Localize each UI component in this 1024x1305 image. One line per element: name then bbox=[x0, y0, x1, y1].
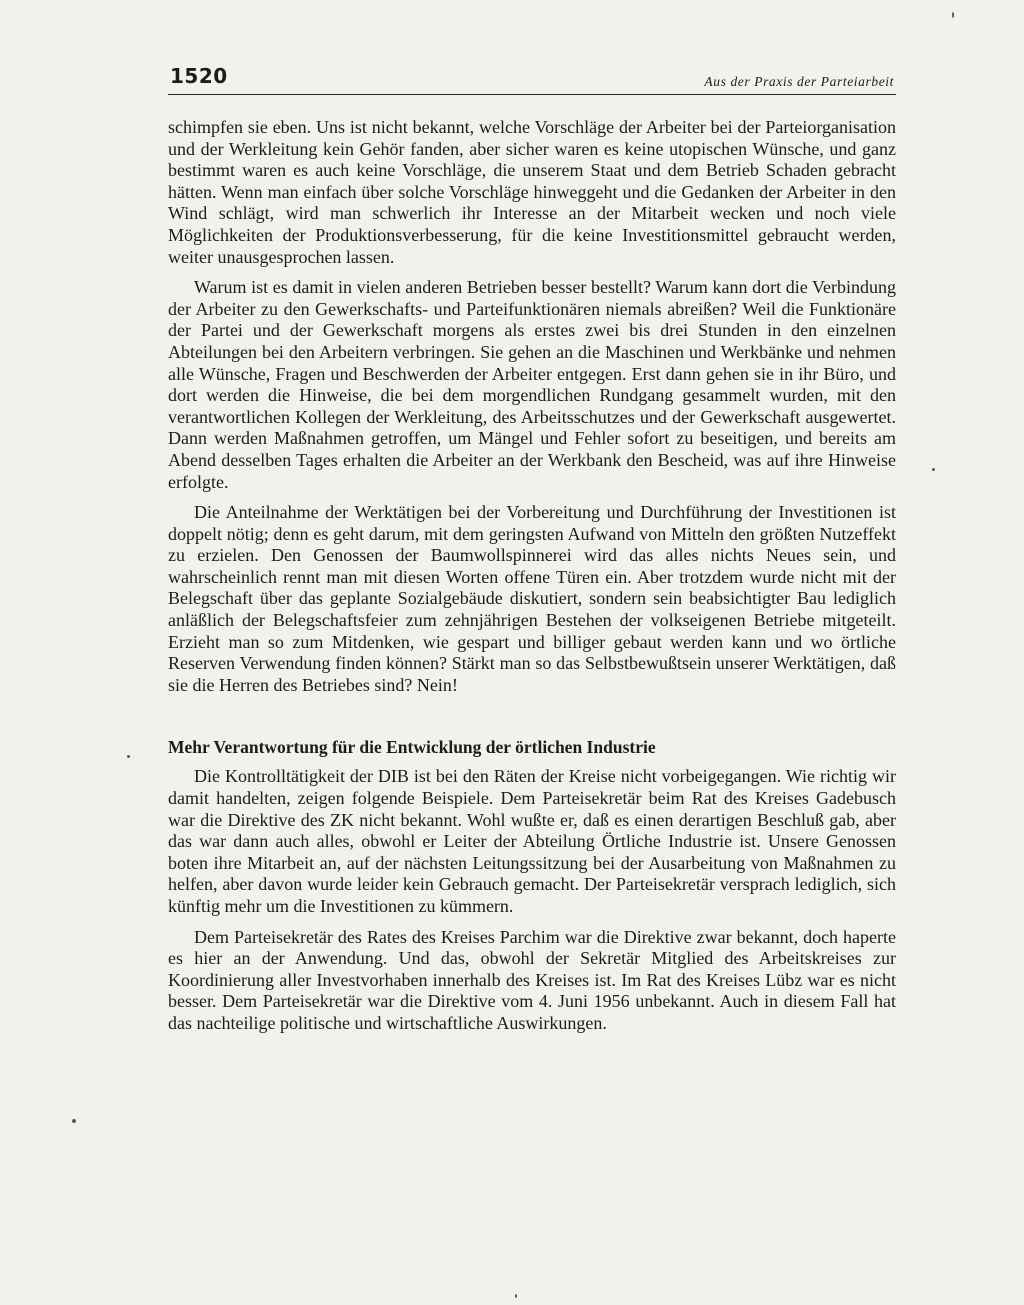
paragraph: Dem Parteisekretär des Rates des Kreises Parchim war die Direktive zwar bekannt, doch haperte es hier an der Anwendung. Und das, obwohl der Sekretär Mitglied des Arbeitskreises zur Koordinierung aller Investvorhaben innerhalb des Kreises ist. Im Rat des Kreises Lübz war es nicht besser. Dem Parteisekretär war die Direktive vom 4. Juni 1956 unbekannt. Auch in diesem Fall hat das nachteilige politische und wirtschaftliche Auswirkungen. bbox=[168, 926, 896, 1033]
running-title: Aus der Praxis der Parteiarbeit bbox=[704, 74, 894, 89]
page-number: 1520 bbox=[170, 64, 228, 88]
body-text bbox=[168, 117, 896, 1035]
paragraph: schimpfen sie eben. Uns ist nicht bekannt, welche Vorschläge der Arbeiter bei der Parteiorganisation und der Werkleitung kein Gehör fanden, aber sicher waren es keine utopischen Wünsche, und ganz bestimmt waren es auch keine Vorschläge, die unserem Staat und dem Betrieb Schaden gebracht hätten. Wenn man einfach über solche Vorschläge hinweggeht und die Gedanken der Arbeiter in den Wind schlägt, wird man schwerlich ihr Interesse an der Mitarbeit wecken und noch viele Möglichkeiten der Produktionsverbesserung, für die keine Investitionsmittel gebraucht werden, weiter unausgesprochen lassen. bbox=[168, 117, 896, 267]
scan-speck bbox=[952, 12, 954, 18]
paragraph: Warum ist es damit in vielen anderen Betrieben besser bestellt? Warum kann dort die Verbindung der Arbeiter zu den Gewerkschafts- und Parteifunktionären niemals abreißen? Weil die Funktionäre der Partei und der Gewerkschaft morgens als erstes zwei bis drei Stunden in den einzelnen Abteilungen bei den Arbeitern verbringen. Sie gehen an die Maschinen und Werkbänke und nehmen alle Wünsche, Fragen und Beschwerden der Arbeiter entgegen. Erst dann gehen sie in ihr Büro, und dort werden die Hinweise, die bei dem morgendlichen Rundgang gesammelt wurden, mit den verantwortlichen Kollegen der Werkleitung, des Arbeitsschutzes und der Gewerkschaft ausgewertet. Dann werden Maßnahmen getroffen, um Mängel und Fehler sofort zu beseitigen, und bereits am Abend desselben Tages erhalten die Arbeiter an der Werkbank den Bescheid, was auf ihre Hinweise erfolgte. bbox=[168, 277, 896, 492]
scan-speck bbox=[932, 468, 935, 471]
scan-speck bbox=[127, 755, 130, 758]
scan-speck bbox=[515, 1294, 517, 1298]
section-heading: Mehr Verantwortung für die Entwicklung der örtlichen Industrie bbox=[168, 737, 656, 758]
page-header bbox=[168, 60, 896, 95]
scan-speck bbox=[72, 1119, 76, 1123]
document-page bbox=[168, 60, 896, 1044]
paragraph: Die Anteilnahme der Werktätigen bei der Vorbereitung und Durchführung der Investitionen ist doppelt nötig; denn es geht darum, mit dem geringsten Aufwand von Mitteln den größten Nutzeffekt zu erzielen. Den Genossen der Baumwollspinnerei wird das alles nichts Neues sein, und wahrscheinlich rennt man mit diesen Worten offene Türen ein. Aber trotzdem wurde nicht mit der Belegschaft über das geplante Sozialgebäude diskutiert, sondern sein beabsichtigter Bau lediglich anläßlich der Belegschaftsfeier zum zehnjährigen Bestehen der volkseigenen Betriebe mitgeteilt. Erzieht man so zum Mitdenken, wie gespart und billiger gebaut werden kann und wo örtliche Reserven Verwendung finden können? Stärkt man so das Selbstbewußtsein unserer Werktätigen, daß sie die Herren des Betriebes sind? Nein! bbox=[168, 502, 896, 695]
paragraph: Die Kontrolltätigkeit der DIB ist bei den Räten der Kreise nicht vorbeigegangen. Wie richtig wir damit handelten, zeigen folgende Beispiele. Dem Parteisekretär beim Rat des Kreises Gadebusch war die Direktive des ZK nicht bekannt. Wohl wußte er, daß es einen derartigen Beschluß gab, aber das war dann auch alles, obwohl er Leiter der Abteilung Örtliche Industrie ist. Unsere Genossen boten ihre Mitarbeit an, auf der nächsten Leitungssitzung bei der Ausarbeitung von Maßnahmen zu helfen, aber davon wurde leider kein Gebrauch gemacht. Der Parteisekretär versprach lediglich, sich künftig mehr um die Investitionen zu kümmern. bbox=[168, 766, 896, 916]
